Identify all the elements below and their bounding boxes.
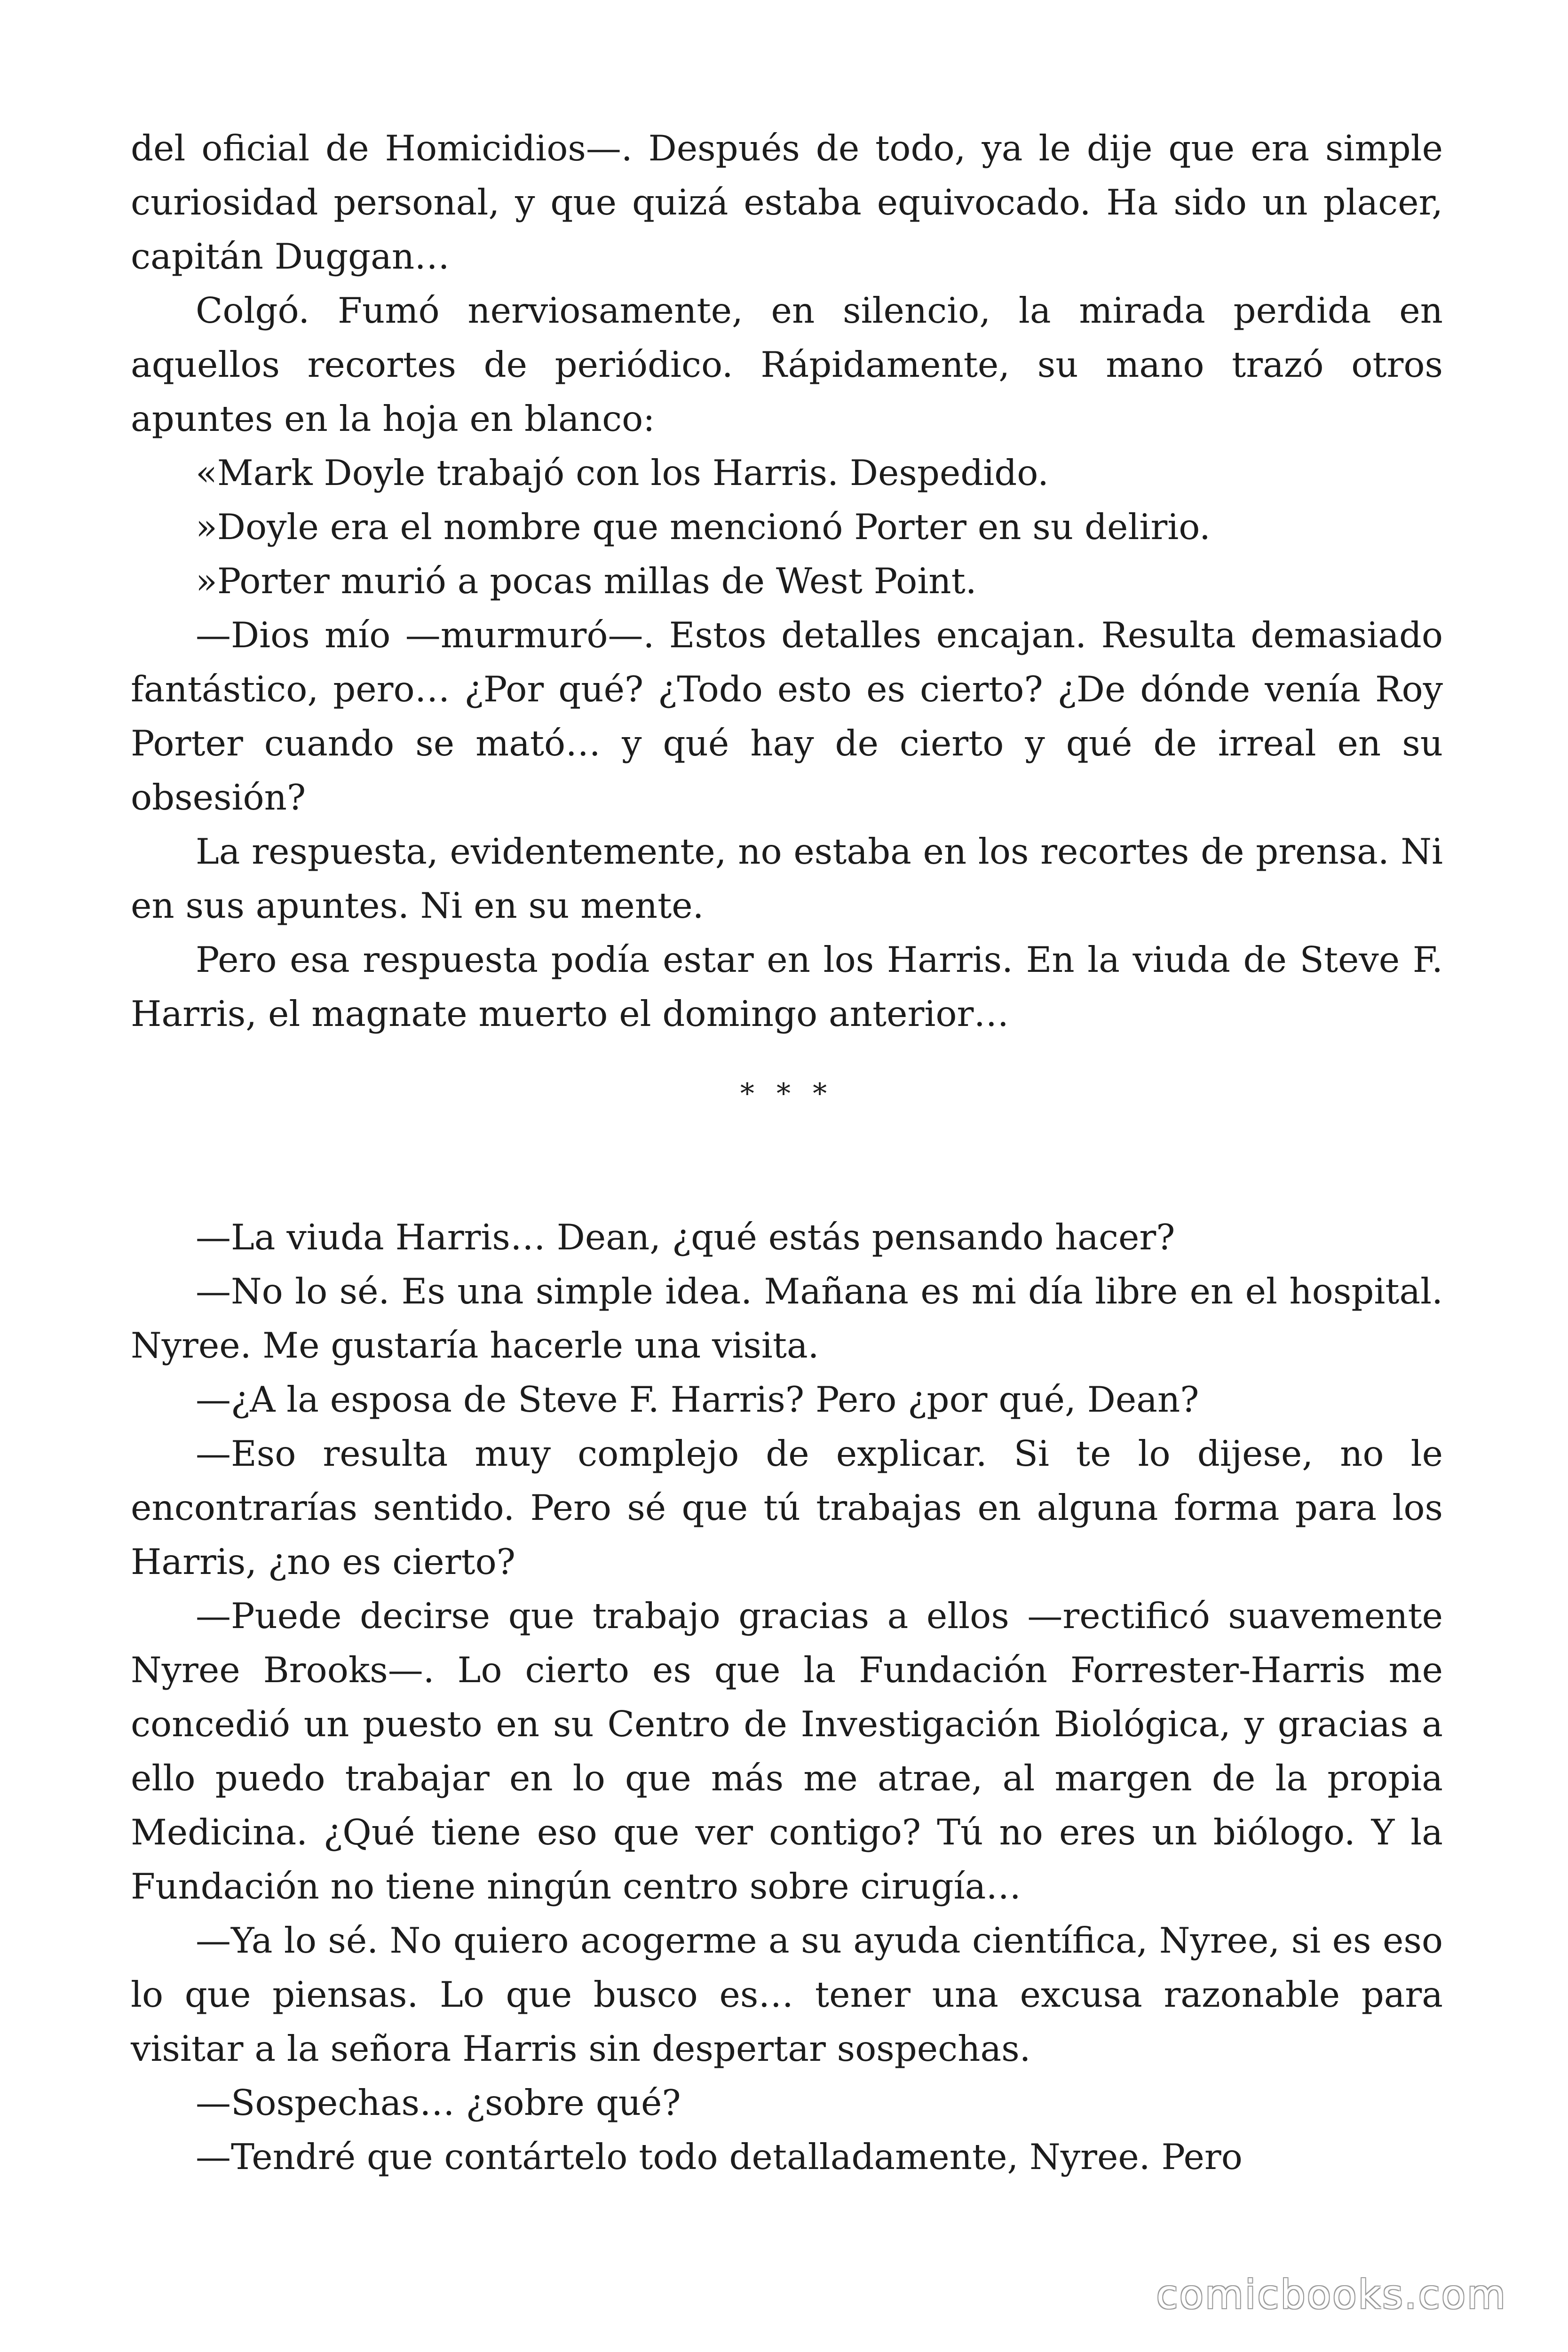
body-text — [131, 121, 1443, 2184]
paragraph: Colgó. Fumó nerviosamente, en silencio, la mirada perdida en aquellos recortes de periódico. Rápidamente, su mano trazó otros apuntes en la hoja en blanco: — [131, 290, 1443, 439]
paragraph: La respuesta, evidentemente, no estaba en los recortes de prensa. Ni en sus apuntes. Ni en su mente. — [131, 831, 1443, 926]
paragraph: Pero esa respuesta podía estar en los Harris. En la viuda de Steve F. Harris, el magnate muerto el domingo anterior… — [131, 939, 1443, 1034]
paragraph: —Dios mío —murmuró—. Estos detalles encajan. Resulta demasiado fantástico, pero… ¿Por qué? ¿Todo esto es cierto? ¿De dónde venía Roy Porter cuando se mató… y qué hay de cierto y qué de irreal en su obsesión? — [131, 614, 1443, 818]
paragraph: —Eso resulta muy complejo de explicar. Si te lo dijese, no le encontrarías sentido. Pero sé que tú trabajas en alguna forma para los Harris, ¿no es cierto? — [131, 1433, 1443, 1582]
paragraph: «Mark Doyle trabajó con los Harris. Despedido. — [196, 452, 1049, 493]
paragraph: »Porter murió a pocas millas de West Point. — [196, 560, 977, 602]
paragraph: —La viuda Harris… Dean, ¿qué estás pensando hacer? — [196, 1216, 1175, 1258]
watermark: comicbooks.com — [1156, 2272, 1507, 2318]
paragraph: —Puede decirse que trabajo gracias a ellos —rectificó suavemente Nyree Brooks—. Lo cierto es que la Fundación Forrester-Harris me concedió un puesto en su Centro de Investigación Biológica, y gracias a ello puedo trabajar en lo que más me atrae, al margen de la propia Medicina. ¿Qué tiene eso que ver contigo? Tú no eres un biólogo. Y la Fundación no tiene ningún centro sobre cirugía… — [131, 1595, 1443, 1907]
paragraph: —¿A la esposa de Steve F. Harris? Pero ¿por qué, Dean? — [196, 1379, 1199, 1420]
paragraph: —Tendré que contártelo todo detalladamente, Nyree. Pero — [196, 2136, 1243, 2177]
paragraph: —No lo sé. Es una simple idea. Mañana es mi día libre en el hospital. Nyree. Me gustaría hacerle una visita. — [131, 1271, 1443, 1366]
paragraph: »Doyle era el nombre que mencionó Porter en su delirio. — [196, 506, 1211, 548]
section-break: * * * — [740, 1077, 834, 1110]
paragraph: —Sospechas… ¿sobre qué? — [196, 2082, 681, 2123]
paragraph: del oficial de Homicidios—. Después de todo, ya le dije que era simple curiosidad personal, y que quizá estaba equivocado. Ha sido un placer, capitán Duggan… — [131, 127, 1443, 277]
paragraph: —Ya lo sé. No quiero acogerme a su ayuda científica, Nyree, si es eso lo que piensas. Lo que busco es… tener una excusa razonable para visitar a la señora Harris sin despertar sospechas. — [131, 1920, 1443, 2069]
